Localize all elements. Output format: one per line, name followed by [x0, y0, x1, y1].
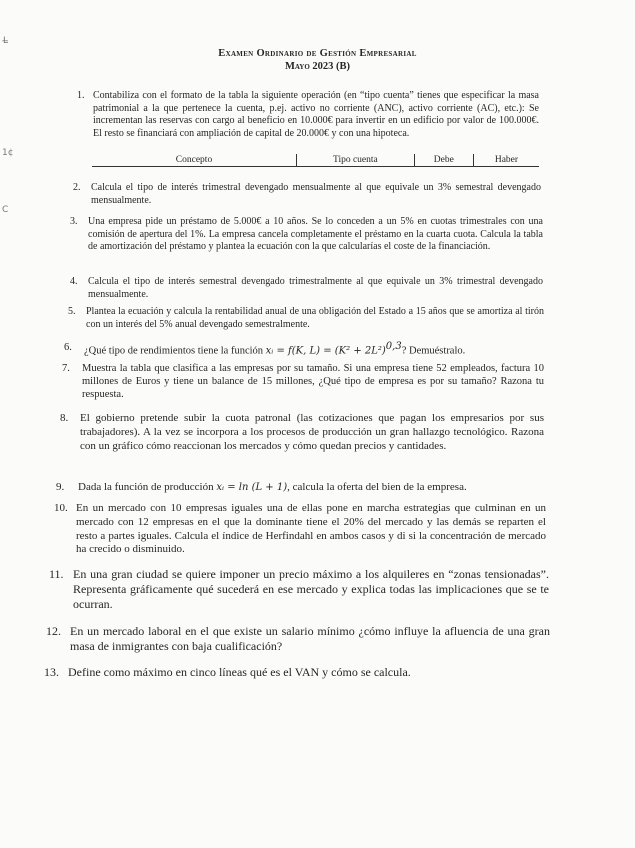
- margin-mark: L̶: [3, 36, 9, 46]
- question-number: 7.: [62, 363, 70, 374]
- question-text: En una gran ciudad se quiere imponer un precio máximo a los alquileres en “zonas tensionadas”. Representa gráficamente qué sucederá en ese mercado y explica todas las implicaciones que se te ocurran.: [73, 567, 549, 611]
- question-text: Muestra la tabla que clasifica a las empresas por su tamaño. Si una empresa tiene 52 empleados, factura 10 millones de Euros y tiene un balance de 15 millones, ¿Qué tipo de empresa es por su tamaño? Razona tu respuesta.: [82, 363, 544, 401]
- margin-scribbles: [0, 0, 30, 260]
- question-text: Contabiliza con el formato de la tabla la siguiente operación (en “tipo cuenta” tienes que especificar la masa patrimonial a la que pertenece la cuenta, p.ej. activo no corriente (ANC), activo corriente (AC), etc.): Se incrementan las reservas con cargo al beneficio en 10.000€ para invertir en un edificio por valor de 100.000€. El resto se financiará con ampliación de capital de 20.000€ y con una hipoteca.: [93, 90, 539, 139]
- table-header-haber: Haber: [473, 154, 539, 167]
- question-3: [70, 216, 543, 254]
- question-number: 3.: [70, 216, 78, 227]
- question-4: [70, 276, 543, 301]
- question-8: [60, 412, 544, 453]
- question-text: Una empresa pide un préstamo de 5.000€ a 10 años. Se lo conceden a un 5% en cuotas trimestrales con una comisión de apertura del 1%. La empresa cancela completamente el préstamo en la cuarta cuota. Calcula la tabla de amortización del préstamo y plantea la ecuación con la que calcularías el coste de la financiación.: [88, 216, 543, 252]
- question-number: 12.: [46, 624, 61, 638]
- question-12: [46, 624, 550, 654]
- question-7: [62, 362, 544, 401]
- margin-mark: C: [2, 205, 9, 215]
- question-number: 10.: [54, 502, 68, 514]
- question-9: [56, 481, 544, 495]
- question-number: 5.: [68, 306, 76, 317]
- question-text: En un mercado laboral en el que existe un salario mínimo ¿cómo influye la afluencia de una gran masa de inmigrantes con baja cualificación?: [70, 624, 550, 653]
- question-text: Calcula el tipo de interés semestral devengado trimestralmente al que equivale un 3% trimestral devengado mensualmente.: [88, 276, 543, 300]
- question-number: 13.: [44, 665, 59, 679]
- question-text: Dada la función de producción: [78, 481, 217, 493]
- question-2: [73, 182, 541, 207]
- question-text: ¿Qué tipo de rendimientos tiene la función: [84, 345, 266, 357]
- exam-header: [0, 48, 635, 72]
- question-number: 6.: [64, 342, 72, 353]
- question-11: [49, 567, 549, 612]
- question-number: 4.: [70, 276, 78, 287]
- question-text: En un mercado con 10 empresas iguales una de ellas pone en marcha estrategias que culminan en un mercado con 12 empresas en el que la dominante tiene el 20% del mercado y las demás se reparten el resto a partes iguales. Calcula el índice de Herfindahl en ambos casos y di si la concentración de mercado ha crecido o disminuido.: [76, 502, 546, 556]
- question-number: 1.: [77, 90, 85, 101]
- question-10: [54, 502, 546, 557]
- table-header-tipo-cuenta: Tipo cuenta: [297, 154, 415, 167]
- formula-exponent: 0,3: [385, 341, 402, 352]
- question-text: Define como máximo en cinco líneas qué es el VAN y cómo se calcula.: [68, 665, 411, 679]
- question-text-end: ? Demuéstralo.: [401, 345, 466, 357]
- question-number: 11.: [49, 567, 64, 581]
- question-6: [64, 341, 544, 358]
- question-text-end: , calcula la oferta del bien de la empresa.: [287, 481, 467, 493]
- question-text: Plantea la ecuación y calcula la rentabilidad anual de una obligación del Estado a 15 años que se amortiza al tirón con un interés del 5% anual devengado semestralmente.: [86, 306, 544, 330]
- exam-title: Examen Ordinario de Gestión Empresarial: [218, 48, 417, 59]
- production-function-formula: xᵢ = f(K, L) = (K² + 2L²): [265, 345, 386, 357]
- question-number: 8.: [60, 412, 69, 424]
- question-5: [68, 306, 544, 331]
- table-row: [92, 167, 539, 180]
- accounting-table: [92, 154, 539, 179]
- question-text: Calcula el tipo de interés trimestral devengado mensualmente al que equivale un 3% semestral devengado mensualmente.: [91, 182, 541, 206]
- table-header-concepto: Concepto: [92, 154, 297, 167]
- table-header-debe: Debe: [414, 154, 473, 167]
- production-function-formula: xᵢ = ln (L + 1): [216, 482, 288, 493]
- question-13: [44, 665, 548, 680]
- question-number: 9.: [56, 481, 65, 493]
- margin-mark: 1¢: [2, 148, 14, 158]
- question-1: [77, 90, 539, 140]
- question-number: 2.: [73, 182, 81, 193]
- question-text: El gobierno pretende subir la cuota patronal (las cotizaciones que pagan los empresarios por sus trabajadores). A la vez se incorpora a los procesos de producción un gran hallazgo tecnológico. Razona con un gráfico cómo reaccionan los mercados y cómo quedan precios y cantidades.: [80, 412, 544, 452]
- exam-date: Mayo 2023 (B): [284, 61, 351, 72]
